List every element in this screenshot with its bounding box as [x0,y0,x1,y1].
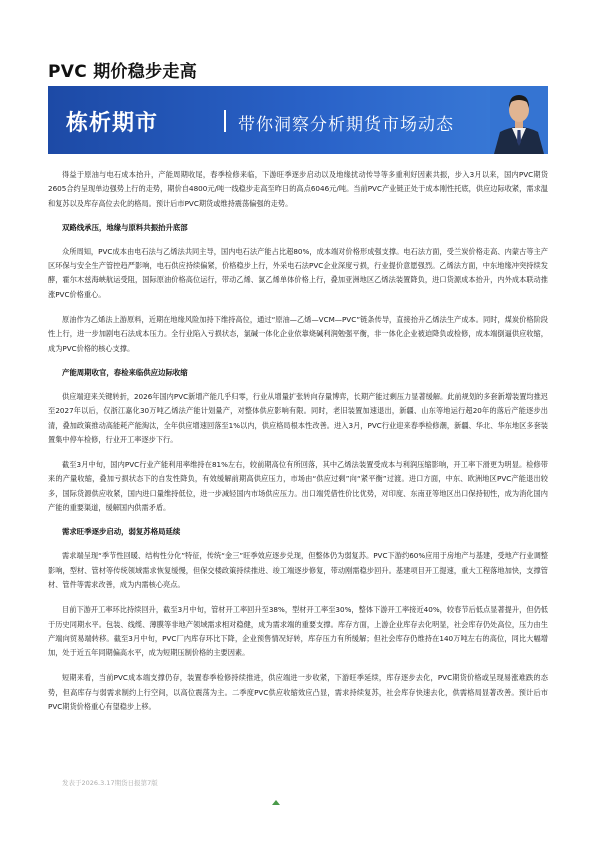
section-heading: 双路线承压，地缘与原料共振抬升底部 [62,222,188,232]
author-photo [490,86,548,154]
section-heading: 产能周期收官，春检来临供应边际收缩 [62,367,188,377]
column-banner [48,86,548,154]
page-title: PVC 期价稳步走高 [48,62,198,82]
page-marker-icon [272,800,280,805]
article-body [48,168,548,725]
banner-divider [224,110,226,132]
article-paragraph: 众所周知，PVC成本由电石法与乙烯法共同主导，国内电石法产能占比超80%，成本端对价格形成强支撑。电石法方面，受兰炭价格走高、内蒙古等主产区环保与安全生产管控趋严影响，电石供应持续偏紧，价格稳步上行，外采电石法PVC企业深度亏损，行业提价意愿强烈。乙烯法方面，中东地缘冲突持续发酵，霍尔木兹海峡航运受阻，国际原油价格高位运行，带动乙烯、氯乙烯单体价格上行，叠加亚洲地区乙烯法装置降负，进口货源成本抬升，内外成本联动推涨PVC价格重心。 [48,246,548,299]
banner-slogan: 带你洞察分析期货市场动态 [238,115,454,135]
article-paragraph: 截至3月中旬，国内PVC行业产能利用率维持在81%左右，较前期高位有所回落，其中乙烯法装置受成本与利润压缩影响，开工率下滑更为明显。检修带来的产量收缩，叠加亏损状态下的自发性降负，有效缓解前期高供应压力，市场由“供应过剩”向“紧平衡”过渡。进口方面，中东、欧洲地区PVC产能退出较多，国际货源供应收紧，国内进口量维持低位，进一步减轻国内市场供应压力。出口端凭借性价比优势，对印度、东南亚等地区出口保持韧性，成为消化国内产能的重要渠道，缓解国内供需矛盾。 [48,460,548,513]
article-paragraph: 原油作为乙烯法上游原料，近期在地缘风险加持下维持高位，通过“原油—乙烯—VCM—PVC”链条传导，直接抬升乙烯法生产成本。同时，煤炭价格阶段性上行，进一步加剧电石法成本压力。全行业陷入亏损状态，氯碱一体化企业依靠烧碱利润勉强平衡，非一体化企业被迫降负或检修，成本端倒逼供应收缩，成为PVC价格的核心支撑。 [48,315,548,353]
article-paragraph: 需求端呈现“季节性回暖、结构性分化”特征，传统“金三”旺季效应逐步兑现，但整体仍为弱复苏。PVC下游约60%应用于房地产与基建，受地产行业调整影响，型材、管材等传统领域需求恢复缓慢，但保交楼政策持续推进、竣工端逐步修复，带动刚需稳步回升。基建项目开工提速，重大工程落地加快，支撑管材、管件等需求改善，成为内需核心亮点。 [48,551,548,589]
banner-brand: 栋析期市 [66,111,159,136]
article-paragraph: 目前下游开工率环比持续回升，截至3月中旬，管材开工率回升至38%，型材开工率至30%，整体下游开工率接近40%，较春节后低点显著提升，但仍低于历史同期水平。包装、线缆、薄膜等非地产领域需求相对稳健，成为需求端的重要支撑。库存方面，上游企业库存去化明显，社会库存仍处高位，压力由生产端向贸易端转移。截至3月中旬，PVC厂内库存环比下降，企业预售情况好转，库存压力有所缓解；但社会库存仍维持在140万吨左右的高位，同比大幅增加，处于近五年同期偏高水平，成为短期压制价格的主要因素。 [48,605,548,658]
article-paragraph: 短期来看，当前PVC成本端支撑仍存，装置春季检修持续推进，供应端进一步收紧，下游旺季延续，库存逐步去化，PVC期货价格或呈现易涨难跌的态势，但高库存与弱需求制约上行空间，以高位震荡为主。二季度PVC供应收缩效应凸显，需求持续复苏，社会库存快速去化，供需格局显著改善。预计后市PVC期货价格重心有望稳步上移。 [48,673,548,712]
publication-note: 发表于2026.3.17期货日报第7版 [62,779,158,787]
article-paragraph: 得益于原油与电石成本抬升，产能周期收尾，春季检修来临，下游旺季逐步启动以及地缘扰动传导等多重利好因素共振，步入3月以来，国内PVC期货2605合约呈现单边强势上行的走势，期价自4800元/吨一线稳步走高至昨日的高点6046元/吨。当前PVC产业链正处于成本刚性托底，供应边际收紧，需求温和复苏以及库存高位去化的格局。预计后市PVC期货或维持震荡偏强的走势。 [48,170,548,208]
section-heading: 需求旺季逐步启动，弱复苏格局延续 [62,527,181,537]
article-paragraph: 供应端迎来关键转折，2026年国内PVC新增产能几乎归零，行业从增量扩张转向存量博弈，长期产能过剩压力显著缓解。此前规划的多套新增装置均推迟至2027年以后，仅浙江嘉化30万吨乙烯法产能计划量产，对整体供应影响有限。同时，老旧装置加速退出，新疆、山东等地运行超20年的落后产能逐步出清，叠加政策推动高能耗产能淘汰，全年供应增速回落至1%以内，供应格局根本性改善。进入3月，PVC行业迎来春季检修潮，新疆、华北、华东地区多套装置集中停车检修，行业开工率逐步下行。 [48,391,548,444]
